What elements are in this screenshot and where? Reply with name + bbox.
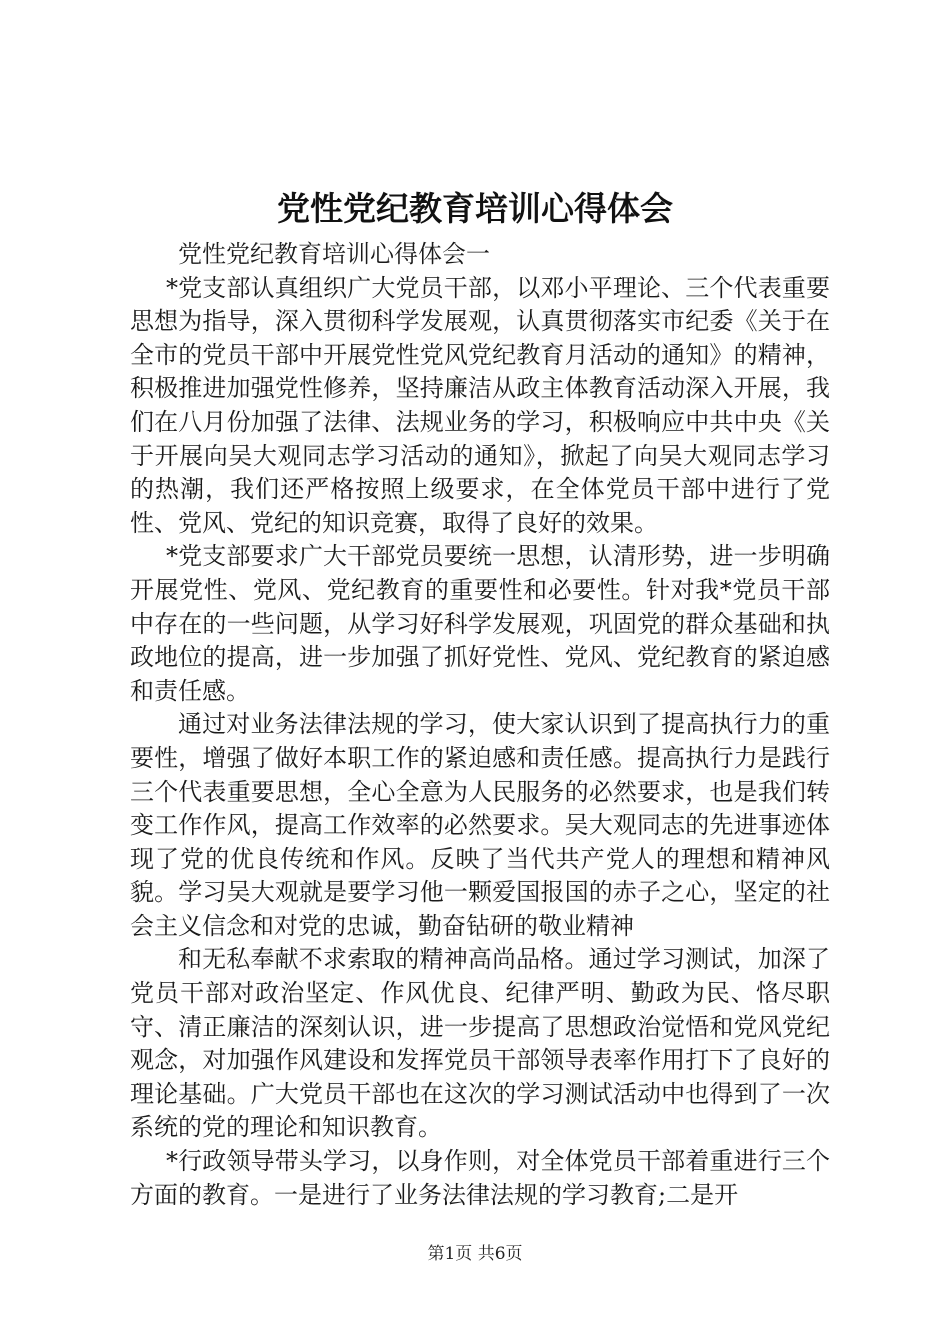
paragraph: *行政领导带头学习，以身作则，对全体党员干部着重进行三个方面的教育。一是进行了业务法律法规的学习教育;二是开	[130, 1147, 830, 1209]
paragraph: 和无私奉献不求索取的精神高尚品格。通过学习测试，加深了党员干部对政治坚定、作风优良、纪律严明、勤政为民、恪尽职守、清正廉洁的深刻认识，进一步提高了思想政治觉悟和党风党纪观念，对加强作风建设和发挥党员干部领导表率作用打下了良好的理论基础。广大党员干部也在这次的学习测试活动中也得到了一次系统的党的理论和知识教育。	[130, 945, 830, 1142]
document-title: 党性党纪教育培训心得体会	[277, 189, 673, 228]
paragraph: *党支部认真组织广大党员干部，以邓小平理论、三个代表重要思想为指导，深入贯彻科学发展观，认真贯彻落实市纪委《关于在全市的党员干部中开展党性党风党纪教育月活动的通知》的精神，积极推进加强党性修养，坚持廉洁从政主体教育活动深入开展，我们在八月份加强了法律、法规业务的学习，积极响应中共中央《关于开展向吴大观同志学习活动的通知》，掀起了向吴大观同志学习的热潮，我们还严格按照上级要求，在全体党员干部中进行了党性、党风、党纪的知识竞赛，取得了良好的效果。	[130, 273, 830, 537]
page-number-footer: 第1页 共6页	[427, 1244, 523, 1264]
paragraph: 通过对业务法律法规的学习，使大家认识到了提高执行力的重要性，增强了做好本职工作的紧迫感和责任感。提高执行力是践行三个代表重要思想，全心全意为人民服务的必然要求，也是我们转变工作作风，提高工作效率的必然要求。吴大观同志的先进事迹体现了党的优良传统和作风。反映了当代共产党人的理想和精神风貌。学习吴大观就是要学习他一颗爱国报国的赤子之心，坚定的社会主义信念和对党的忠诚，勤奋钻研的敬业精神	[130, 710, 830, 940]
paragraph: *党支部要求广大干部党员要统一思想，认清形势，进一步明确开展党性、党风、党纪教育的重要性和必要性。针对我*党员干部中存在的一些问题，从学习好科学发展观，巩固党的群众基础和执政地位的提高，进一步加强了抓好党性、党风、党纪教育的紧迫感和责任感。	[130, 542, 830, 705]
document-body	[130, 238, 830, 1212]
document-subtitle: 党性党纪教育培训心得体会一	[178, 240, 490, 268]
